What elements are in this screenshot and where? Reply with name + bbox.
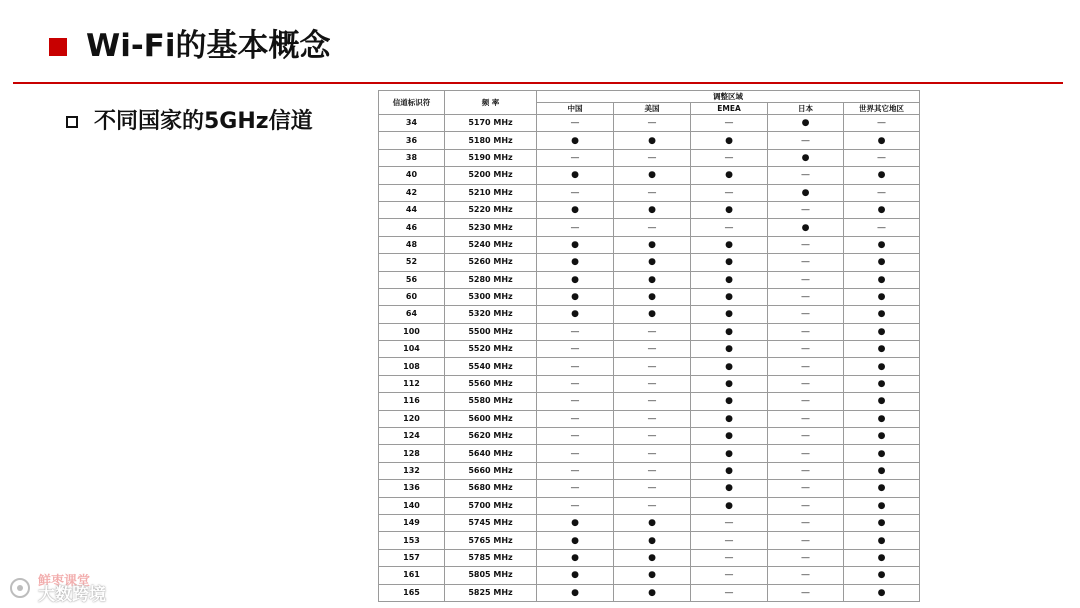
china-cell: —: [537, 410, 614, 427]
channel-cell: 100: [379, 323, 445, 340]
frequency-cell: 5320 MHz: [445, 306, 537, 323]
emea-cell: ●: [691, 236, 768, 253]
emea-cell: ●: [691, 445, 768, 462]
rest-of-world-cell: ●: [844, 254, 920, 271]
us-cell: —: [614, 115, 691, 132]
table-row: [379, 288, 920, 305]
china-cell: ●: [537, 271, 614, 288]
us-cell: ●: [614, 236, 691, 253]
header-domain-us: 美国: [614, 103, 691, 115]
table-row: [379, 201, 920, 218]
rest-of-world-cell: ●: [844, 445, 920, 462]
us-cell: —: [614, 375, 691, 392]
table-row: [379, 567, 920, 584]
china-cell: —: [537, 375, 614, 392]
header-channel: 信道标识符: [379, 91, 445, 115]
japan-cell: —: [768, 201, 844, 218]
china-cell: —: [537, 393, 614, 410]
japan-cell: —: [768, 567, 844, 584]
china-cell: ●: [537, 584, 614, 601]
us-cell: ●: [614, 271, 691, 288]
rest-of-world-cell: —: [844, 219, 920, 236]
emea-cell: ●: [691, 288, 768, 305]
channel-cell: 38: [379, 149, 445, 166]
japan-cell: —: [768, 323, 844, 340]
japan-cell: —: [768, 288, 844, 305]
frequency-cell: 5260 MHz: [445, 254, 537, 271]
table-row: [379, 375, 920, 392]
china-cell: ●: [537, 236, 614, 253]
table-row: [379, 149, 920, 166]
china-cell: ●: [537, 532, 614, 549]
rest-of-world-cell: ●: [844, 584, 920, 601]
us-cell: —: [614, 410, 691, 427]
table-row: [379, 393, 920, 410]
china-cell: ●: [537, 132, 614, 149]
china-cell: —: [537, 184, 614, 201]
header-domain-rest-of-world: 世界其它地区: [844, 103, 920, 115]
frequency-cell: 5540 MHz: [445, 358, 537, 375]
channel-cell: 48: [379, 236, 445, 253]
table-row: [379, 167, 920, 184]
header-domain-emea: EMEA: [691, 103, 768, 115]
us-cell: —: [614, 497, 691, 514]
channel-cell: 46: [379, 219, 445, 236]
emea-cell: ●: [691, 167, 768, 184]
channel-cell: 112: [379, 375, 445, 392]
emea-cell: ●: [691, 306, 768, 323]
channel-cell: 104: [379, 341, 445, 358]
frequency-cell: 5200 MHz: [445, 167, 537, 184]
frequency-cell: 5220 MHz: [445, 201, 537, 218]
rest-of-world-cell: ●: [844, 306, 920, 323]
channel-cell: 132: [379, 462, 445, 479]
us-cell: —: [614, 393, 691, 410]
title-square-marker: [49, 38, 67, 56]
frequency-cell: 5210 MHz: [445, 184, 537, 201]
table-row: [379, 532, 920, 549]
us-cell: —: [614, 462, 691, 479]
watermark-logo-icon: [8, 576, 32, 600]
emea-cell: —: [691, 514, 768, 531]
us-cell: ●: [614, 132, 691, 149]
frequency-cell: 5745 MHz: [445, 514, 537, 531]
us-cell: —: [614, 149, 691, 166]
channel-cell: 40: [379, 167, 445, 184]
channel-cell: 36: [379, 132, 445, 149]
japan-cell: —: [768, 341, 844, 358]
table-row: [379, 514, 920, 531]
emea-cell: ●: [691, 393, 768, 410]
table-row: [379, 184, 920, 201]
rest-of-world-cell: ●: [844, 323, 920, 340]
rest-of-world-cell: —: [844, 149, 920, 166]
japan-cell: ●: [768, 149, 844, 166]
table-row: [379, 428, 920, 445]
frequency-cell: 5500 MHz: [445, 323, 537, 340]
watermark-line1: 鲜枣课堂: [38, 574, 91, 589]
japan-cell: —: [768, 410, 844, 427]
china-cell: —: [537, 358, 614, 375]
channel-cell: 161: [379, 567, 445, 584]
frequency-cell: 5660 MHz: [445, 462, 537, 479]
china-cell: —: [537, 445, 614, 462]
japan-cell: —: [768, 393, 844, 410]
japan-cell: —: [768, 271, 844, 288]
channel-cell: 56: [379, 271, 445, 288]
frequency-cell: 5300 MHz: [445, 288, 537, 305]
table-row: [379, 584, 920, 601]
frequency-cell: 5620 MHz: [445, 428, 537, 445]
table-row: [379, 497, 920, 514]
frequency-cell: 5180 MHz: [445, 132, 537, 149]
rest-of-world-cell: ●: [844, 236, 920, 253]
frequency-cell: 5785 MHz: [445, 549, 537, 566]
us-cell: ●: [614, 254, 691, 271]
frequency-cell: 5560 MHz: [445, 375, 537, 392]
section-subtitle: 不同国家的5GHz信道: [94, 109, 313, 134]
japan-cell: —: [768, 236, 844, 253]
us-cell: ●: [614, 567, 691, 584]
header-regulatory-domain: 调整区域: [537, 91, 920, 103]
frequency-cell: 5190 MHz: [445, 149, 537, 166]
frequency-cell: 5520 MHz: [445, 341, 537, 358]
rest-of-world-cell: ●: [844, 567, 920, 584]
emea-cell: ●: [691, 341, 768, 358]
us-cell: —: [614, 219, 691, 236]
channel-cell: 128: [379, 445, 445, 462]
rest-of-world-cell: ●: [844, 375, 920, 392]
channel-cell: 157: [379, 549, 445, 566]
rest-of-world-cell: ●: [844, 514, 920, 531]
emea-cell: ●: [691, 132, 768, 149]
us-cell: —: [614, 428, 691, 445]
china-cell: ●: [537, 514, 614, 531]
rest-of-world-cell: ●: [844, 132, 920, 149]
japan-cell: —: [768, 584, 844, 601]
china-cell: —: [537, 323, 614, 340]
channel-cell: 60: [379, 288, 445, 305]
rest-of-world-cell: —: [844, 184, 920, 201]
slide-title: Wi-Fi的基本概念: [86, 28, 331, 64]
channel-cell: 64: [379, 306, 445, 323]
us-cell: —: [614, 184, 691, 201]
china-cell: ●: [537, 549, 614, 566]
channel-cell: 165: [379, 584, 445, 601]
frequency-cell: 5805 MHz: [445, 567, 537, 584]
watermark: [8, 570, 158, 604]
frequency-cell: 5640 MHz: [445, 445, 537, 462]
us-cell: ●: [614, 532, 691, 549]
channel-cell: 120: [379, 410, 445, 427]
table-row: [379, 323, 920, 340]
frequency-cell: 5230 MHz: [445, 219, 537, 236]
channel-cell: 34: [379, 115, 445, 132]
watermark-line2: 大数跨境: [38, 585, 106, 605]
japan-cell: —: [768, 445, 844, 462]
japan-cell: —: [768, 462, 844, 479]
china-cell: —: [537, 149, 614, 166]
table-row: [379, 358, 920, 375]
rest-of-world-cell: —: [844, 115, 920, 132]
china-cell: —: [537, 219, 614, 236]
frequency-cell: 5580 MHz: [445, 393, 537, 410]
channel-cell: 116: [379, 393, 445, 410]
emea-cell: ●: [691, 410, 768, 427]
us-cell: —: [614, 358, 691, 375]
us-cell: —: [614, 480, 691, 497]
us-cell: —: [614, 445, 691, 462]
emea-cell: —: [691, 115, 768, 132]
japan-cell: —: [768, 306, 844, 323]
emea-cell: ●: [691, 428, 768, 445]
us-cell: ●: [614, 201, 691, 218]
table-body: [379, 115, 920, 602]
emea-cell: ●: [691, 375, 768, 392]
china-cell: ●: [537, 201, 614, 218]
china-cell: —: [537, 428, 614, 445]
table-row: [379, 254, 920, 271]
emea-cell: —: [691, 567, 768, 584]
emea-cell: ●: [691, 271, 768, 288]
rest-of-world-cell: ●: [844, 201, 920, 218]
emea-cell: —: [691, 549, 768, 566]
emea-cell: ●: [691, 201, 768, 218]
table-row: [379, 219, 920, 236]
channel-cell: 52: [379, 254, 445, 271]
japan-cell: —: [768, 428, 844, 445]
frequency-cell: 5280 MHz: [445, 271, 537, 288]
us-cell: —: [614, 323, 691, 340]
table-row: [379, 445, 920, 462]
table-row: [379, 480, 920, 497]
japan-cell: —: [768, 254, 844, 271]
frequency-cell: 5680 MHz: [445, 480, 537, 497]
channel-cell: 136: [379, 480, 445, 497]
china-cell: ●: [537, 254, 614, 271]
frequency-cell: 5600 MHz: [445, 410, 537, 427]
emea-cell: —: [691, 532, 768, 549]
table-row: [379, 410, 920, 427]
channel-cell: 124: [379, 428, 445, 445]
emea-cell: —: [691, 149, 768, 166]
title-divider: [13, 82, 1063, 84]
china-cell: ●: [537, 306, 614, 323]
channel-cell: 44: [379, 201, 445, 218]
china-cell: ●: [537, 288, 614, 305]
japan-cell: —: [768, 167, 844, 184]
channel-cell: 42: [379, 184, 445, 201]
channel-cell: 140: [379, 497, 445, 514]
header-domain-china: 中国: [537, 103, 614, 115]
table-row: [379, 549, 920, 566]
emea-cell: ●: [691, 480, 768, 497]
header-row-top: [379, 91, 920, 103]
table-row: [379, 115, 920, 132]
channel-table: [378, 90, 920, 602]
rest-of-world-cell: ●: [844, 358, 920, 375]
frequency-cell: 5825 MHz: [445, 584, 537, 601]
us-cell: ●: [614, 584, 691, 601]
emea-cell: ●: [691, 358, 768, 375]
us-cell: ●: [614, 549, 691, 566]
frequency-cell: 5240 MHz: [445, 236, 537, 253]
japan-cell: —: [768, 549, 844, 566]
china-cell: ●: [537, 567, 614, 584]
emea-cell: ●: [691, 323, 768, 340]
japan-cell: —: [768, 358, 844, 375]
frequency-cell: 5700 MHz: [445, 497, 537, 514]
table-row: [379, 306, 920, 323]
hollow-square-bullet-icon: [66, 116, 78, 128]
channel-cell: 108: [379, 358, 445, 375]
japan-cell: —: [768, 480, 844, 497]
japan-cell: —: [768, 532, 844, 549]
emea-cell: ●: [691, 497, 768, 514]
emea-cell: —: [691, 584, 768, 601]
table-row: [379, 132, 920, 149]
japan-cell: —: [768, 132, 844, 149]
rest-of-world-cell: ●: [844, 167, 920, 184]
japan-cell: ●: [768, 184, 844, 201]
us-cell: ●: [614, 514, 691, 531]
emea-cell: —: [691, 184, 768, 201]
rest-of-world-cell: ●: [844, 341, 920, 358]
china-cell: —: [537, 462, 614, 479]
table-row: [379, 341, 920, 358]
frequency-cell: 5765 MHz: [445, 532, 537, 549]
channel-cell: 149: [379, 514, 445, 531]
table-row: [379, 462, 920, 479]
rest-of-world-cell: ●: [844, 462, 920, 479]
japan-cell: ●: [768, 115, 844, 132]
table-row: [379, 271, 920, 288]
rest-of-world-cell: ●: [844, 480, 920, 497]
emea-cell: ●: [691, 254, 768, 271]
channel-cell: 153: [379, 532, 445, 549]
header-domain-japan: 日本: [768, 103, 844, 115]
japan-cell: —: [768, 514, 844, 531]
rest-of-world-cell: ●: [844, 410, 920, 427]
rest-of-world-cell: ●: [844, 497, 920, 514]
emea-cell: —: [691, 219, 768, 236]
us-cell: —: [614, 341, 691, 358]
rest-of-world-cell: ●: [844, 393, 920, 410]
japan-cell: ●: [768, 219, 844, 236]
us-cell: ●: [614, 306, 691, 323]
us-cell: ●: [614, 167, 691, 184]
rest-of-world-cell: ●: [844, 549, 920, 566]
japan-cell: —: [768, 497, 844, 514]
china-cell: —: [537, 341, 614, 358]
china-cell: ●: [537, 167, 614, 184]
rest-of-world-cell: ●: [844, 428, 920, 445]
us-cell: ●: [614, 288, 691, 305]
frequency-cell: 5170 MHz: [445, 115, 537, 132]
emea-cell: ●: [691, 462, 768, 479]
china-cell: —: [537, 497, 614, 514]
rest-of-world-cell: ●: [844, 532, 920, 549]
china-cell: —: [537, 115, 614, 132]
china-cell: —: [537, 480, 614, 497]
rest-of-world-cell: ●: [844, 271, 920, 288]
japan-cell: —: [768, 375, 844, 392]
table-row: [379, 236, 920, 253]
rest-of-world-cell: ●: [844, 288, 920, 305]
header-frequency: 频 率: [445, 91, 537, 115]
